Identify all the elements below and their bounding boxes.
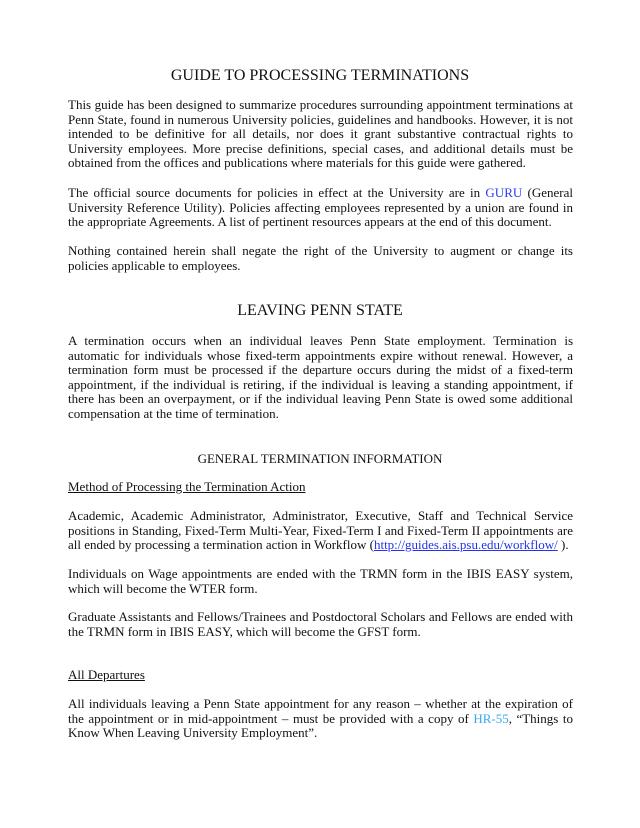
intro-paragraph: This guide has been designed to summarize procedures surrounding appointment terminations at Penn State, found in numerous University policies, guidelines and handbooks. However, it is not intended to be definitive for all details, nor does it grant substantive contractual rights to University employees. More precise definitions, special cases, and additional details must be obtained from the offices and publications where materials for this guide were gathered. xyxy=(68,97,573,171)
text: Academic, Academic Administrator, Administrator, Executive, Staff and Technical Service positions in Standing, Fixed-Term Multi-Year, Fixed-Term I and Fixed-Term II appointments are all ended by processing a termination action in Workflow ( xyxy=(68,508,573,553)
text: All individuals leaving a Penn State appointment for any reason – whether at the expiration of the appointment or in mid-appointment – must be provided with a copy of xyxy=(68,696,573,726)
sources-paragraph xyxy=(68,186,573,230)
disclaimer-paragraph: Nothing contained herein shall negate the right of the University to augment or change its policies applicable to employees. xyxy=(68,243,573,273)
section-heading-leaving: LEAVING PENN STATE xyxy=(237,302,403,319)
leaving-paragraph: A termination occurs when an individual leaves Penn State employment. Termination is automatic for individuals whose fixed-term appointments expire without renewal. However, a termination form must be processed if the departure occurs during the midst of a fixed-term appointment, if the individual is retiring, if the individual is leaving a standing appointment, if there has been an overpayment, or if the individual leaving Penn State is owed some additional compensation at the time of termination. xyxy=(68,333,573,421)
text: , “Things to Know When Leaving University Employment”. xyxy=(68,710,573,741)
section-heading-general: GENERAL TERMINATION INFORMATION xyxy=(197,451,443,466)
guru-link[interactable]: GURU xyxy=(485,185,523,200)
text: ). xyxy=(557,537,569,553)
hr55-link[interactable]: HR-55 xyxy=(473,710,509,726)
subheading-departures: All Departures xyxy=(68,667,145,682)
subheading-method: Method of Processing the Termination Action xyxy=(68,479,306,494)
text: The official source documents for policies in effect at the University are in xyxy=(68,185,486,200)
departures-paragraph xyxy=(68,697,573,741)
graduate-paragraph: Graduate Assistants and Fellows/Trainees and Postdoctoral Scholars and Fellows are ended with the TRMN form in IBIS EASY, which will become the GFST form. xyxy=(68,609,573,639)
wage-paragraph: Individuals on Wage appointments are ended with the TRMN form in the IBIS EASY system, which will become the WTER form. xyxy=(68,566,573,596)
document-title: GUIDE TO PROCESSING TERMINATIONS xyxy=(170,67,470,84)
workflow-paragraph xyxy=(68,509,573,553)
text: (General University Reference Utility). Policies affecting employees represented by a union are found in the appropriate Agreements. A list of pertinent resources appears at the end of this document. xyxy=(68,185,574,230)
workflow-link[interactable]: http://guides.ais.psu.edu/workflow/ xyxy=(373,537,558,553)
